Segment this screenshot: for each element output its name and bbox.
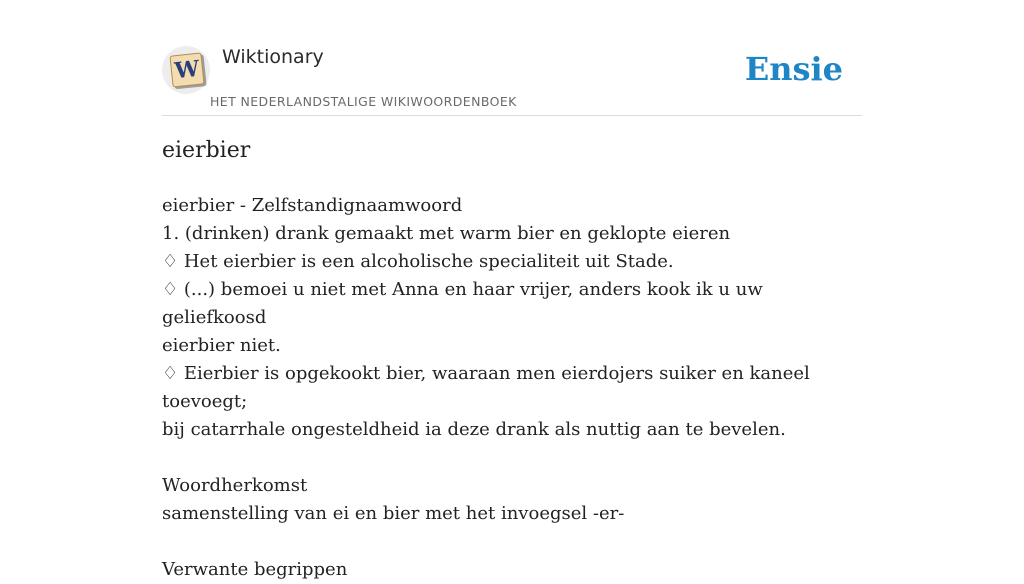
entry-line-example-2: ♢ (...) bemoei u niet met Anna en haar vrijer, anders kook ik u uw geliefkoosd bbox=[162, 279, 763, 328]
site-name[interactable]: Wiktionary bbox=[222, 46, 324, 68]
site-tagline: HET NEDERLANDSTALIGE WIKIWOORDENBOEK bbox=[210, 94, 517, 109]
section-heading-woordherkomst: Woordherkomst bbox=[162, 475, 308, 496]
entry-line-example-2-cont: eierbier niet. bbox=[162, 335, 281, 356]
wiktionary-logo-icon[interactable] bbox=[162, 46, 210, 94]
entry-line-blank bbox=[162, 528, 862, 556]
entry-line-example-3-cont: bij catarrhale ongesteldheid ia deze drank als nuttig aan te bevelen. bbox=[162, 419, 786, 440]
section-heading-verwante-begrippen: Verwante begrippen bbox=[162, 559, 348, 580]
entry-line-etymology: samenstelling van ei en bier met het invoegsel -er- bbox=[162, 503, 625, 524]
logo-tile: W bbox=[169, 52, 204, 87]
entry-line-example-1: ♢ Het eierbier is een alcoholische specialiteit uit Stade. bbox=[162, 251, 674, 272]
entry-line-example-3: ♢ Eierbier is opgekookt bier, waaraan men eierdojers suiker en kaneel toevoegt; bbox=[162, 363, 810, 412]
entry-line-word-class: eierbier - Zelfstandignaamwoord bbox=[162, 195, 463, 216]
entry-line-definition: 1. (drinken) drank gemaakt met warm bier en geklopte eieren bbox=[162, 223, 731, 244]
page bbox=[162, 0, 862, 580]
site-header bbox=[162, 0, 862, 116]
ensie-brand-link[interactable]: Ensie bbox=[744, 50, 843, 88]
entry-title: eierbier bbox=[162, 138, 251, 163]
entry-line-blank bbox=[162, 444, 862, 472]
entry-content bbox=[162, 192, 862, 584]
